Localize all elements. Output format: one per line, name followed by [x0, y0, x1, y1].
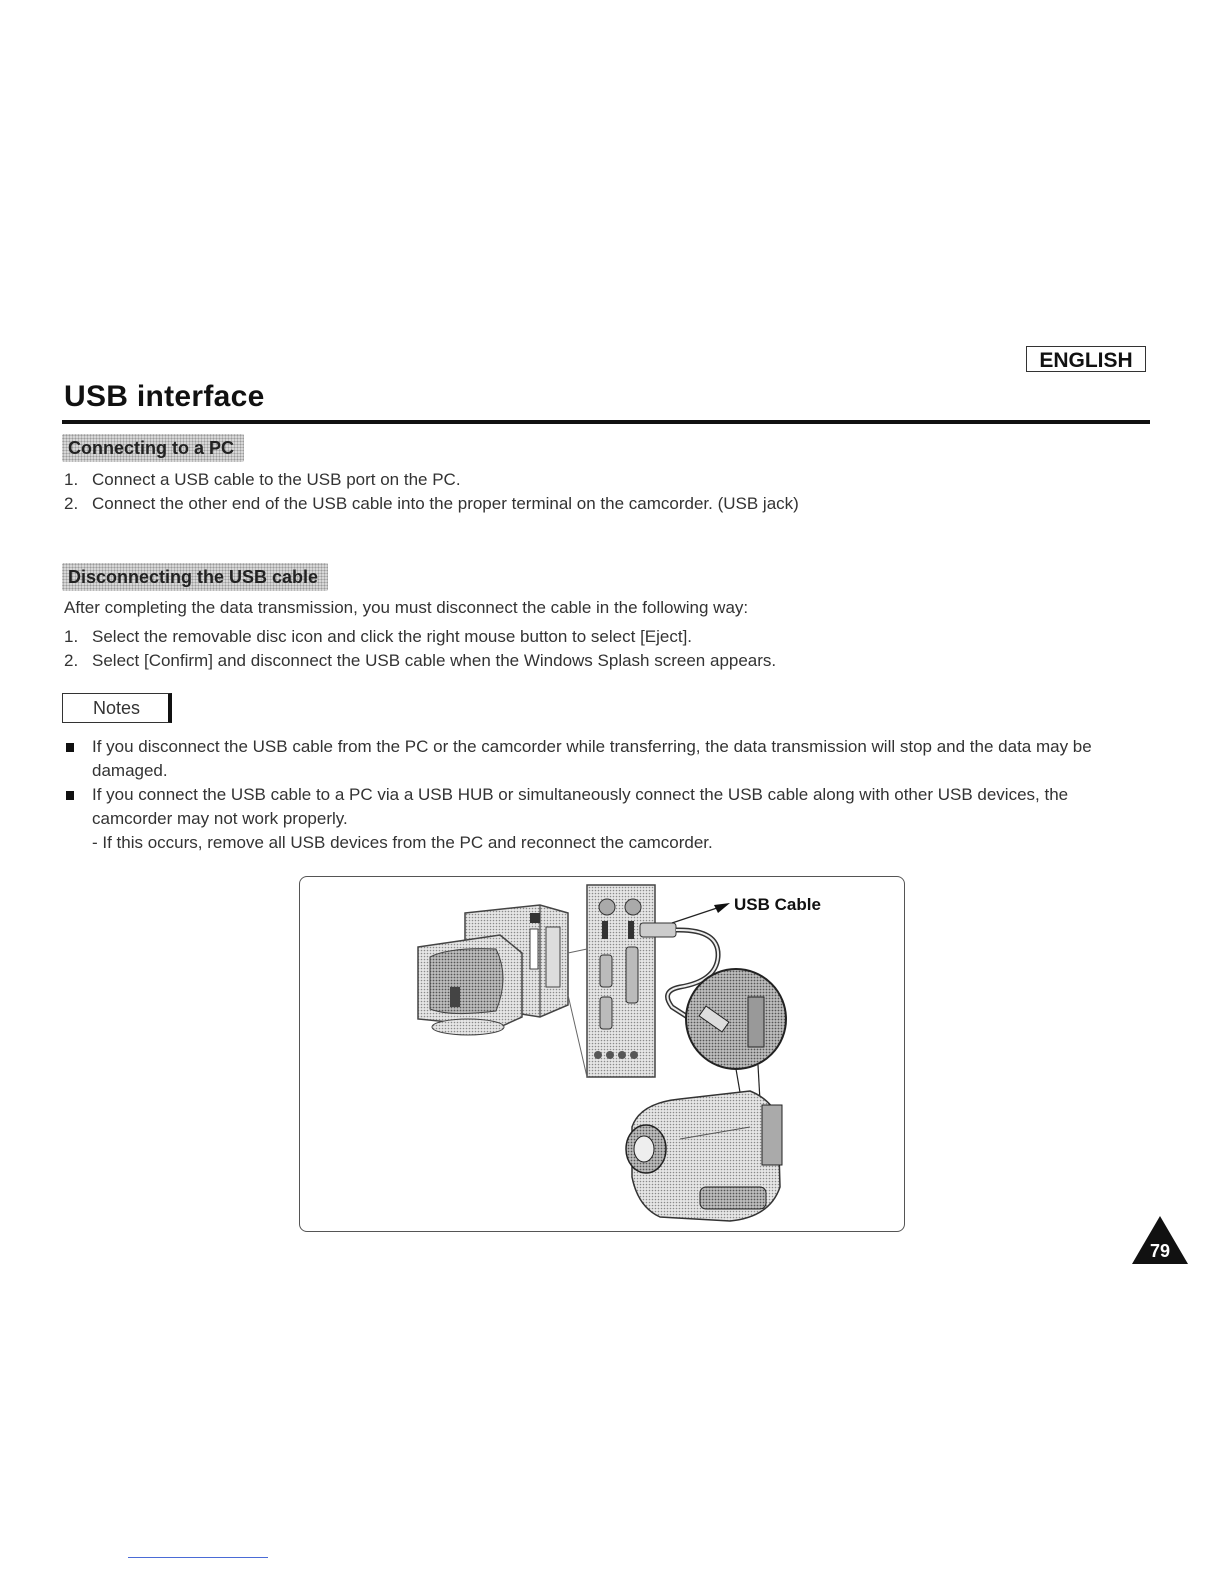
note-text: If you connect the USB cable to a PC via a USB HUB or simultaneously connect the USB cable along with other USB devices, the camcorder may not work properly. [92, 785, 1069, 828]
language-label: ENGLISH [1026, 346, 1146, 372]
step-number: 1. [64, 470, 79, 489]
note-subitem: - If this occurs, remove all USB devices from the PC and reconnect the camcorder. [92, 833, 713, 852]
connecting-step-2 [64, 493, 799, 515]
step-text: Select the removable disc icon and click the right mouse button to select [Eject]. [92, 627, 693, 646]
title-divider [62, 420, 1150, 424]
step-text: Select [Confirm] and disconnect the USB cable when the Windows Splash screen appears. [92, 651, 777, 670]
usb-connection-illustration [299, 876, 905, 1232]
step-text: Connect the other end of the USB cable into the proper terminal on the camcorder. (USB jack) [92, 494, 799, 513]
section-heading-disconnecting: Disconnecting the USB cable [62, 563, 328, 591]
note-item [66, 783, 1126, 831]
connecting-step-1 [64, 469, 461, 491]
note-text: If you disconnect the USB cable from the PC or the camcorder while transferring, the data transmission will stop and the data may be damaged. [92, 737, 1092, 780]
camcorder-icon [626, 1091, 782, 1221]
note-item [66, 735, 1126, 783]
page-number: 79 [1149, 1241, 1171, 1261]
page-number-badge [1130, 1214, 1190, 1266]
bullet-icon [66, 743, 74, 752]
illustration-art [300, 877, 906, 1233]
step-number: 2. [64, 494, 79, 513]
disconnect-intro: After completing the data transmission, you must disconnect the cable in the following way: [64, 598, 749, 617]
footer-rule [128, 1557, 268, 1558]
notes-label: Notes [62, 693, 172, 723]
disconnecting-step-2 [64, 650, 776, 672]
usb-cable-label: USB Cable [734, 895, 821, 914]
disconnecting-step-1 [64, 626, 692, 648]
step-text: Connect a USB cable to the USB port on the PC. [92, 470, 461, 489]
step-number: 1. [64, 627, 79, 646]
monitor-icon [418, 935, 522, 1035]
page-title: USB interface [64, 380, 265, 413]
pc-back-panel-icon [568, 885, 655, 1077]
step-number: 2. [64, 651, 79, 670]
section-heading-connecting: Connecting to a PC [62, 434, 244, 462]
bullet-icon [66, 791, 74, 800]
